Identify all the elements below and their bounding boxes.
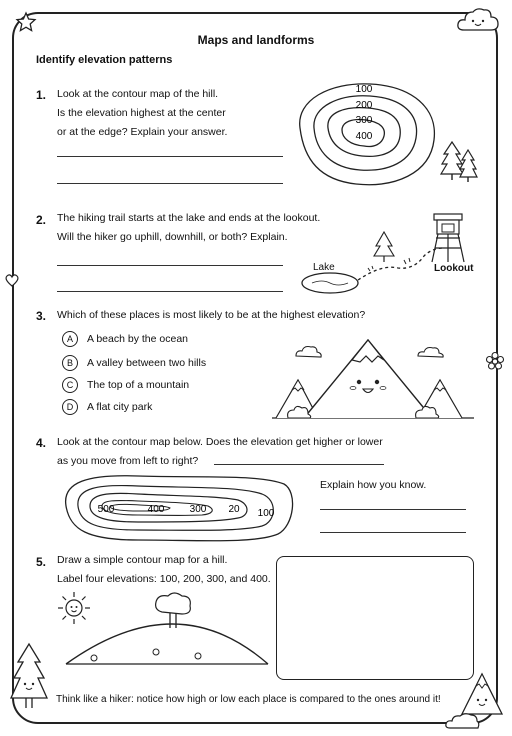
q5-text [57,551,271,589]
q5-line-1: Draw a simple contour map for a hill. [57,554,228,566]
lake-label: Lake [313,262,335,273]
q2-text [57,209,320,247]
q5-drawing-box[interactable] [276,556,474,680]
q4-contour-label-300: 300 [189,504,207,515]
smiling-mountain-illustration [268,332,478,422]
q1-line-1: Look at the contour map of the hill. [57,88,219,100]
q1-contour-label-400: 400 [355,131,373,142]
q4-explain-line-1[interactable] [320,509,466,510]
footer-tip: Think like a hiker: notice how high or low each place is compared to the ones around it! [56,694,441,705]
heart-icon [4,272,20,288]
q1-line-2: Is the elevation highest at the center [57,107,226,119]
q1-number: 1. [36,88,47,102]
q4-number: 4. [36,436,47,450]
q3-number: 3. [36,309,47,323]
option-a-text: A beach by the ocean [87,333,188,345]
q4-line-1: Look at the contour map below. Does the elevation get higher or lower [57,436,383,448]
hill-with-tree-illustration [62,594,272,666]
pine-trees-icon [438,138,480,186]
q4-explain-line-2[interactable] [320,532,466,533]
q2-answer-line-1[interactable] [57,265,283,266]
q2-trail-map [296,206,482,298]
q2-number: 2. [36,213,47,227]
q2-answer-line-2[interactable] [57,291,283,292]
q4-contour-label-20: 20 [228,504,240,515]
q4-contour-label-100: 100 [257,508,275,519]
q3-option-d[interactable] [62,398,152,416]
q4-line-2: as you move from left to right? [57,455,199,467]
option-d-bubble[interactable]: D [62,399,78,415]
q4-text [57,433,383,471]
q1-contour-map [290,78,440,190]
smiling-mountain-icon [460,670,504,716]
q1-text [57,85,227,142]
lookout-label: Lookout [434,263,474,274]
option-b-text: A valley between two hills [87,357,207,369]
q5-number: 5. [36,555,47,569]
option-c-bubble[interactable]: C [62,377,78,393]
q2-line-2: Will the hiker go uphill, downhill, or both? Explain. [57,231,288,243]
q1-contour-label-300: 300 [355,115,373,126]
smiling-tree-icon [8,640,50,726]
q3-option-c[interactable] [62,376,189,394]
cloud-face-icon [456,6,500,34]
footer-cloud-icon [444,712,480,730]
option-c-text: The top of a mountain [87,379,190,391]
q4-contour-label-500: 500 [97,504,115,515]
q3-option-b[interactable] [62,354,206,372]
q1-contour-label-100: 100 [355,84,373,95]
section-subtitle: Identify elevation patterns [36,54,173,66]
q1-answer-line-1[interactable] [57,156,283,157]
q2-line-1: The hiking trail starts at the lake and ends at the lookout. [57,212,321,224]
q1-contour-label-200: 200 [355,100,373,111]
option-d-text: A flat city park [87,401,153,413]
flower-icon [486,352,504,370]
q3-question: Which of these places is most likely to be at the highest elevation? [57,309,366,321]
q1-answer-line-2[interactable] [57,183,283,184]
option-a-bubble[interactable]: A [62,331,78,347]
q4-contour-map [58,470,298,544]
star-icon [16,12,36,32]
q4-explain-label: Explain how you know. [320,479,427,491]
q1-line-3: or at the edge? Explain your answer. [57,126,228,138]
page-title: Maps and landforms [197,33,315,47]
q5-line-2: Label four elevations: 100, 200, 300, and 400. [57,573,271,585]
q4-contour-label-400: 400 [147,504,165,515]
option-b-bubble[interactable]: B [62,355,78,371]
q4-inline-answer-line[interactable] [214,464,384,465]
q3-option-a[interactable] [62,330,188,348]
